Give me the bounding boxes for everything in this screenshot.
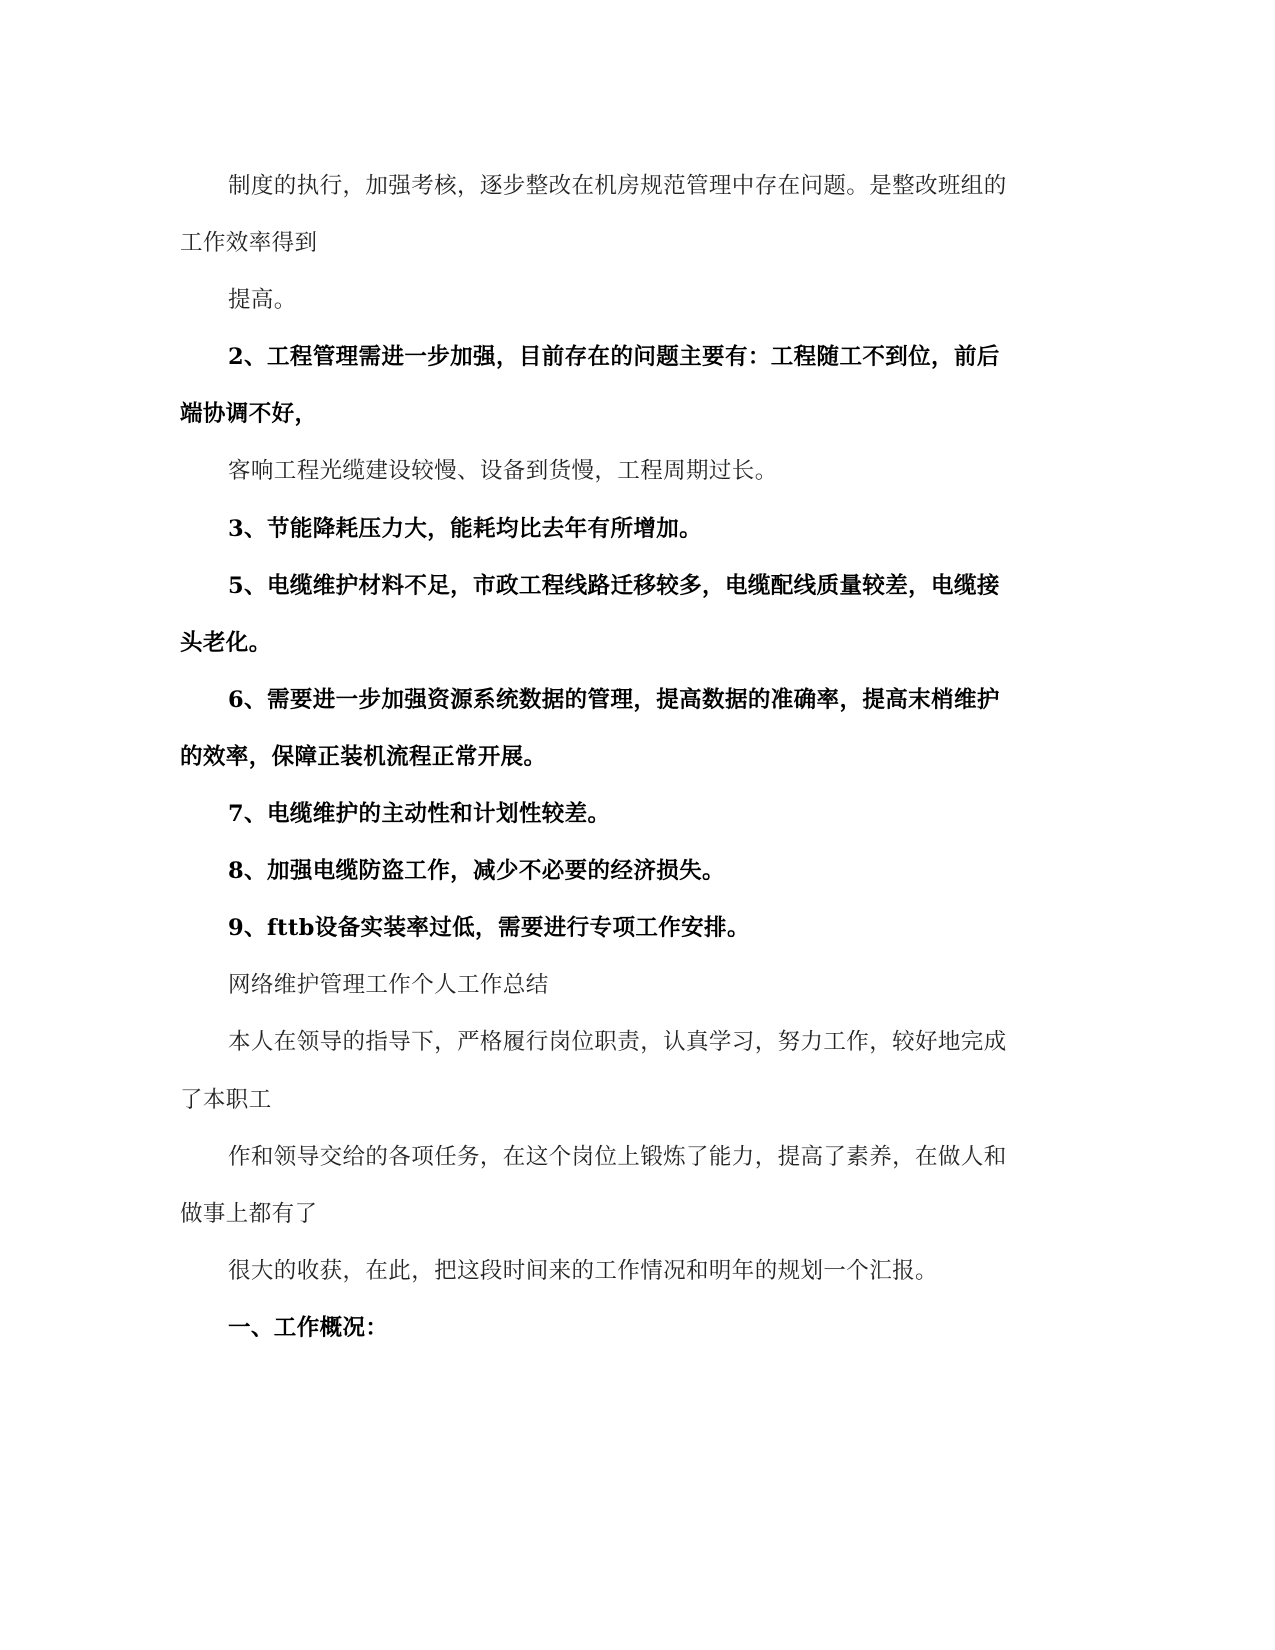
list-item-8: 8、加强电缆防盗工作，减少不必要的经济损失。 [228,858,725,885]
text-line: 作和领导交给的各项任务，在这个岗位上锻炼了能力，提高了素养，在做人和 [228,1143,1007,1170]
text-line: 头老化。 [180,629,272,656]
text-line: 了本职工 [180,1086,272,1113]
document-body [180,166,1080,1365]
section-title: 网络维护管理工作个人工作总结 [228,972,549,999]
list-item-9: 9、fttb设备实装率过低，需要进行专项工作安排。 [228,915,750,942]
text-line: 提高。 [228,287,297,314]
list-item-6: 6、需要进一步加强资源系统数据的管理，提高数据的准确率，提高末梢维护 [228,686,1000,713]
text-line: 的效率，保障正装机流程正常开展。 [180,743,547,770]
text-line: 制度的执行，加强考核，逐步整改在机房规范管理中存在问题。是整改班组的 [228,173,1007,199]
list-item-5: 5、电缆维护材料不足，市政工程线路迁移较多，电缆配线质量较差，电缆接 [228,572,1000,599]
text-line: 端协调不好， [180,401,318,428]
list-item-2: 2、工程管理需进一步加强，目前存在的问题主要有：工程随工不到位，前后 [228,344,1000,371]
text-line: 很大的收获，在此，把这段时间来的工作情况和明年的规划一个汇报。 [228,1257,938,1284]
text-line: 工作效率得到 [180,230,318,257]
section-heading: 一、工作概况： [228,1314,389,1341]
list-item-3: 3、节能降耗压力大，能耗均比去年有所增加。 [228,515,703,542]
text-line: 客响工程光缆建设较慢、设备到货慢，工程周期过长。 [228,458,778,485]
text-line: 做事上都有了 [180,1200,318,1227]
text-line: 本人在领导的指导下，严格履行岗位职责，认真学习，努力工作，较好地完成 [228,1029,1007,1056]
list-item-7: 7、电缆维护的主动性和计划性较差。 [228,801,611,828]
